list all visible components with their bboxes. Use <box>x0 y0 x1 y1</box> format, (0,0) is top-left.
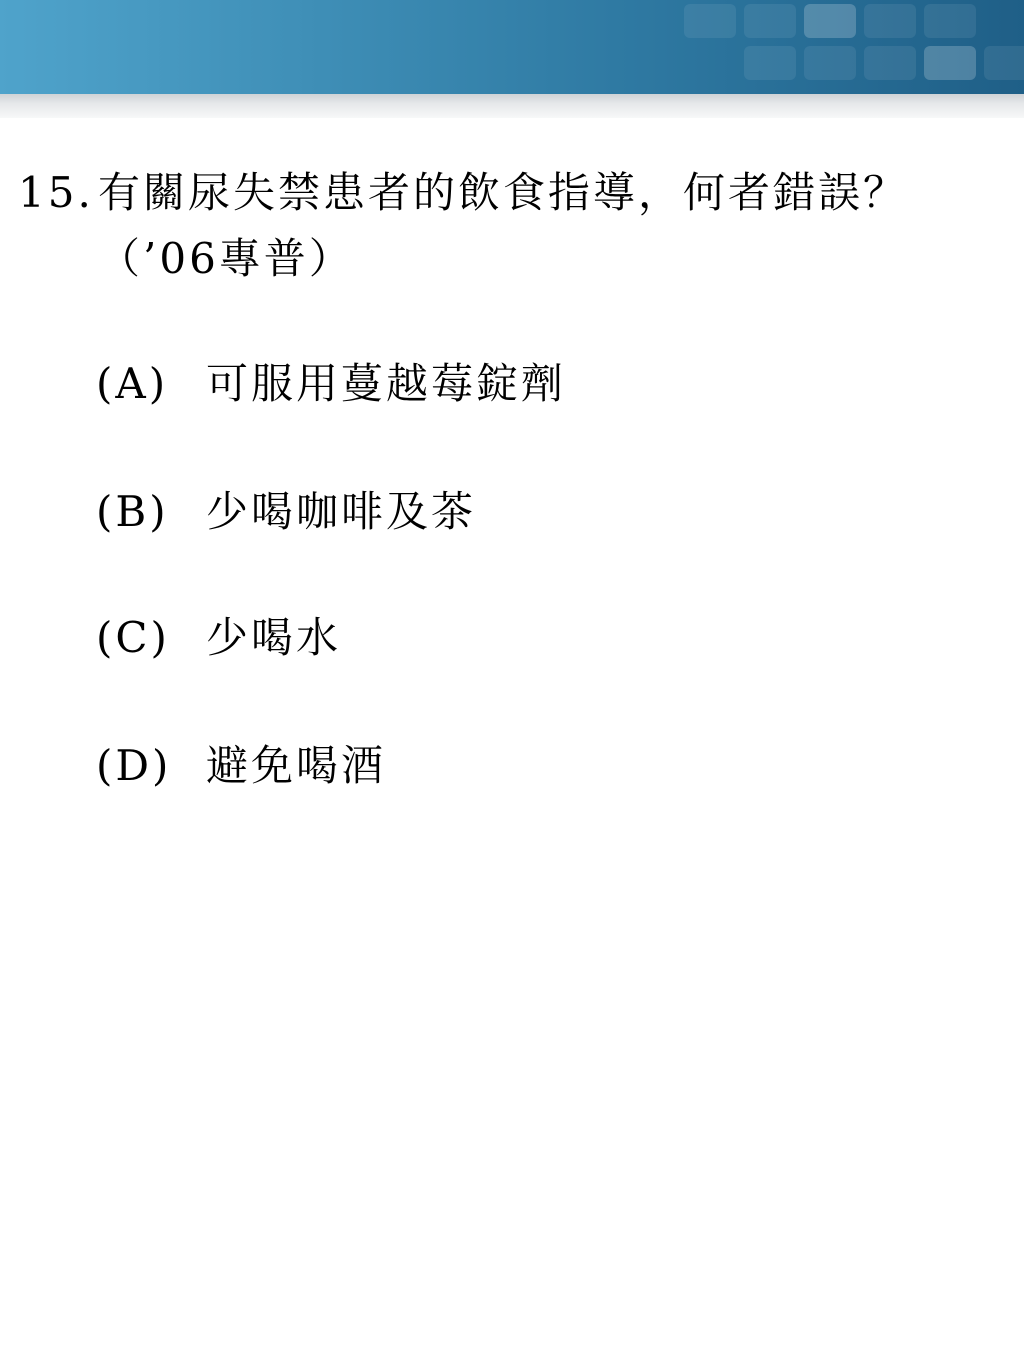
option-a-text: 可服用蔓越莓錠劑 <box>206 359 567 408</box>
option-d[interactable] <box>96 738 896 794</box>
option-b[interactable] <box>96 484 896 540</box>
option-d-text: 避免喝酒 <box>206 741 387 790</box>
option-c-label: (C) <box>96 613 170 662</box>
question-text: 有關尿失禁患者的飲食指導，何者錯誤？（’06專普） <box>98 168 909 283</box>
header-banner <box>0 0 1024 94</box>
option-c[interactable] <box>96 610 896 666</box>
option-a[interactable] <box>96 356 896 412</box>
header-divider <box>0 94 1024 118</box>
option-c-text: 少喝水 <box>206 613 342 662</box>
option-a-label: (A) <box>96 359 169 408</box>
option-b-text: 少喝咖啡及茶 <box>206 487 477 536</box>
option-d-label: (D) <box>96 741 172 790</box>
option-b-label: (B) <box>96 487 169 536</box>
question-number: 15. <box>18 168 94 217</box>
decorative-tile-pattern <box>644 0 1024 94</box>
